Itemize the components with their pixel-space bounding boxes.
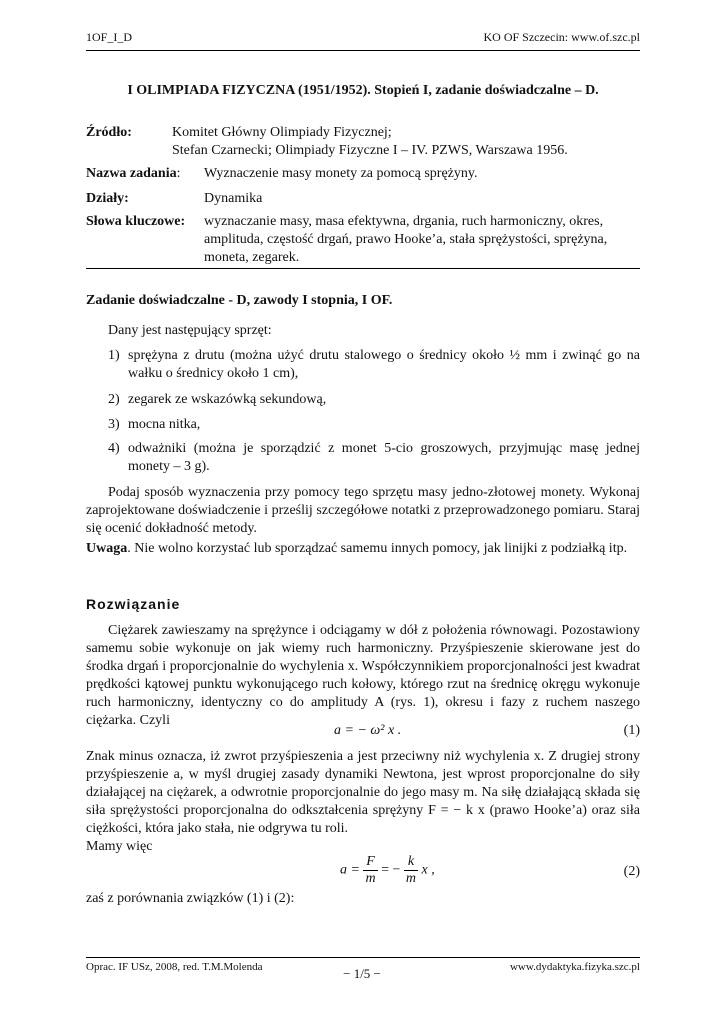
meta-keywords xyxy=(86,213,640,267)
equation-2 xyxy=(86,854,640,894)
keywords-line1: wyznaczanie masy, masa efektywna, drgania, ruch harmoniczny, okres, xyxy=(204,214,604,229)
task-note xyxy=(86,540,640,558)
task-value: Wyznaczenie masy monety za pomocą sprężyny. xyxy=(204,166,478,181)
equation-2-number: (2) xyxy=(623,864,640,879)
source-line1: Komitet Główny Olimpiady Fizycznej; xyxy=(172,125,392,140)
footer-right: www.dydaktyka.fizyka.szc.pl xyxy=(509,961,640,973)
list-item: 2) zegarek ze wskazówką sekundową, xyxy=(108,392,327,407)
note-text: . Nie wolno korzystać lub sporządzać samemu innych pomocy, jak linijki z podziałką itp. xyxy=(127,541,628,556)
task-label: Nazwa zadania: xyxy=(86,166,181,181)
solution-para2: Znak minus oznacza, iż zwrot przyśpieszenia a jest przeciwny niż wychylenia x. Z drugiej strony przyśpieszenie a, w myśl drugiej zasady dynamiki Newtona, jest wprost proporcjonalne do siły działającej na ciężarek, a odwrotnie proporcjonalnie do jego masy m. Na siłę działającą składa się siła sprężystości proporcjonalna do odkształcenia sprężyny F = − k x (prawo Hooke’a) oraz siła ciężkości, która jako stała, nie odgrywa tu roli. xyxy=(86,749,640,836)
meta-sections xyxy=(86,190,640,208)
keywords-line2: amplituda, częstość drgań, prawo Hooke’a, stała sprężystości, sprężyna, xyxy=(204,232,608,247)
meta-source xyxy=(86,124,640,160)
source-line2: Stefan Czarnecki; Olimpiady Fizyczne I – IV. PZWS, Warszawa 1956. xyxy=(172,143,568,158)
page-number: − 1/5 − xyxy=(343,966,381,981)
solution-para4: zaś z porównania związków (1) i (2): xyxy=(86,891,295,906)
source-label: Źródło: xyxy=(86,125,132,140)
footer-divider xyxy=(86,957,640,958)
list-item: 4) odważniki (można je sporządzić z monet 5-cio groszowych, przyjmując masę jednej monety – 3 g). xyxy=(108,441,640,474)
sections-label: Działy: xyxy=(86,191,129,206)
header-left: 1OF_I_D xyxy=(86,30,133,44)
task-instruction: Podaj sposób wyznaczenia przy pomocy tego sprzętu masy jedno-złotowej monety. Wykonaj zaprojektowane doświadczenie i prześlij szczegółowe notatki z przeprowadzonego pomiaru. Staraj się ocenić dokładność metody. xyxy=(86,485,640,536)
equation-1-body: a = − ω² x . xyxy=(334,723,402,738)
solution-heading: Rozwiązanie xyxy=(86,596,181,612)
document-title: I OLIMPIADA FIZYCZNA (1951/1952). Stopień I, zadanie doświadczalne – D. xyxy=(127,83,599,98)
task-heading: Zadanie doświadczalne - D, zawody I stopnia, I OF. xyxy=(86,293,393,308)
list-item: 3) mocna nitka, xyxy=(108,417,201,432)
list-item: 1) sprężyna z drutu (można użyć drutu stalowego o średnicy około ½ mm i zwinąć go na wałku o średnicy około 1 cm), xyxy=(108,348,640,381)
meta-task xyxy=(86,165,640,183)
keywords-label: Słowa kluczowe: xyxy=(86,214,186,229)
header-divider xyxy=(86,50,640,51)
footer-left: Oprac. IF USz, 2008, red. T.M.Molenda xyxy=(86,961,263,973)
task-intro: Dany jest następujący sprzęt: xyxy=(108,323,272,338)
solution-para3: Mamy więc xyxy=(86,839,153,854)
note-label: Uwaga xyxy=(86,541,128,556)
meta-divider xyxy=(86,268,640,269)
solution-para1: Ciężarek zawieszamy na sprężynce i odciągamy w dół z położenia równowagi. Pozostawiony samemu sobie wykonuje on jak wiemy ruch harmoniczny. Przyśpieszenie skierowane jest do środka drgań i proporcjonalnie do wychylenia x. Współczynnikiem proporcjonalności jest kwadrat prędkości kątowej punktu wykonującego ruch kołowy, którego rzut na średnicę okręgu wykonuje ruch harmoniczny, identyczny co do amplitudy A (rys. 1), okresu i fazy z ruchem naszego ciężarka. Czyli xyxy=(86,623,640,728)
equation-2-body: a = $\frac{F}{m}$ = − $\frac{k}{m}$ x , xyxy=(340,854,435,886)
keywords-line3: moneta, zegarek. xyxy=(204,250,300,265)
equation-1-number: (1) xyxy=(623,723,640,738)
header-right: KO OF Szczecin: www.of.szc.pl xyxy=(483,30,640,44)
sections-value: Dynamika xyxy=(204,191,263,206)
